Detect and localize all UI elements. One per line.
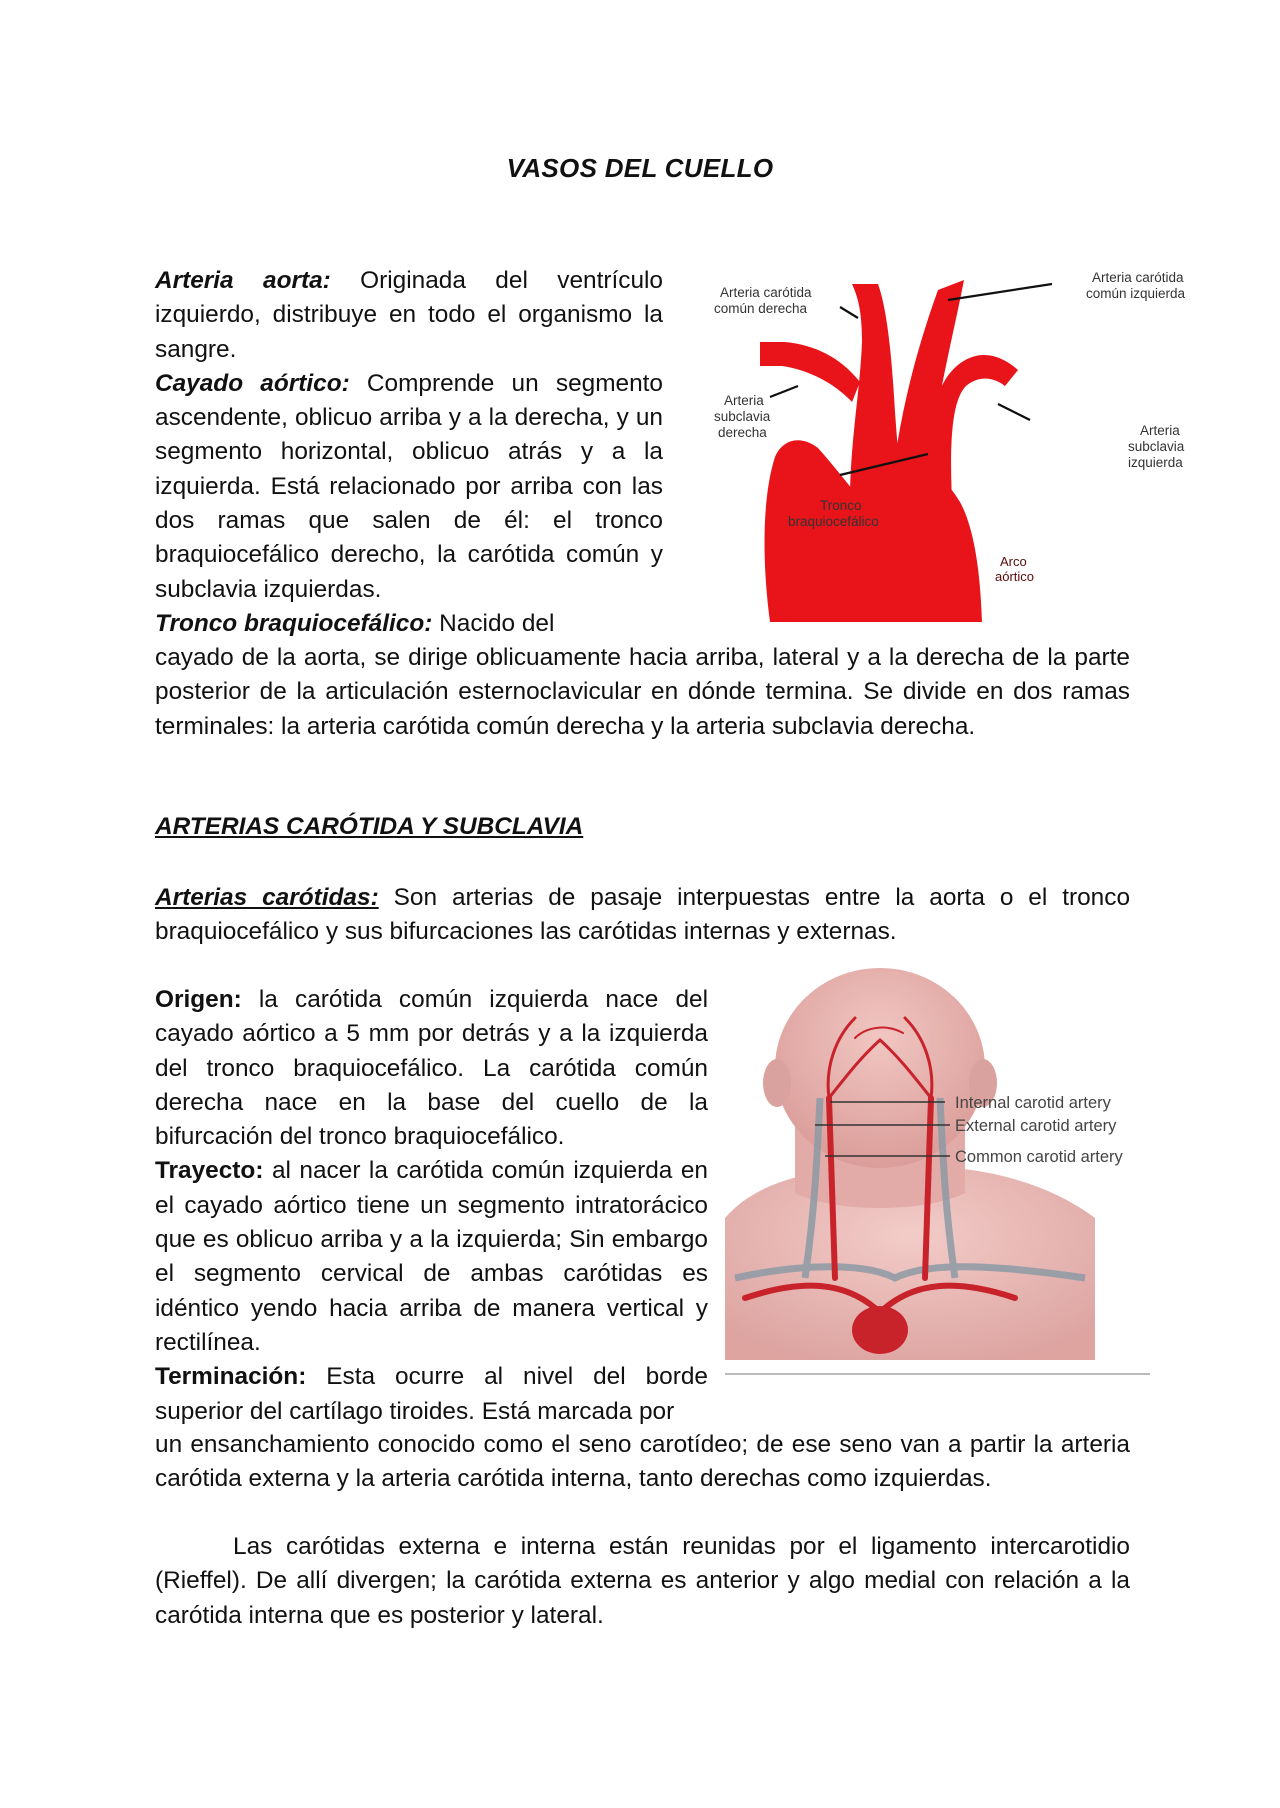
label-trunk-2: braquiocefálico	[788, 514, 879, 529]
right-subclavian-shape	[760, 342, 860, 402]
cayado-term: Cayado aórtico:	[155, 369, 350, 397]
label-external-carotid: External carotid artery	[955, 1117, 1117, 1135]
label-right-subclavian-2: subclavia	[714, 409, 771, 424]
origin-text: la carótida común izquierda nace del cayado aórtico a 5 mm por detrás y a la izquierda del tronco braquiocefálico. La carótida común derecha nace en la base del cuello de la bifurcación del tronco braquiocefálico.	[155, 986, 708, 1151]
label-left-common-carotid-1: Arteria carótida	[1092, 270, 1184, 285]
trayecto-term: Trayecto:	[155, 1157, 264, 1185]
trayecto-text: al nacer la carótida común izquierda en el cayado aórtico tiene un segmento intratorácico que es oblicuo arriba y a la izquierda; Sin embargo el segmento cervical de ambas carótidas es idéntico yendo hacia arriba de manera vertical y rectilínea.	[155, 1157, 708, 1356]
origin-term: Origen:	[155, 986, 242, 1013]
label-left-subclavian-1: Arteria	[1140, 423, 1180, 438]
label-left-common-carotid-2: común izquierda	[1086, 286, 1186, 301]
carotids-term: Arterias carótidas:	[155, 884, 379, 911]
label-left-subclavian-2: subclavia	[1128, 439, 1185, 454]
section-heading: ARTERIAS CARÓTIDA Y SUBCLAVIA	[155, 813, 584, 840]
label-trunk-1: Tronco	[820, 498, 862, 513]
tronco-term: Tronco braquiocefálico:	[155, 609, 433, 637]
aortic-arch-diagram	[700, 262, 1186, 624]
terminacion-paragraph: un ensanchamiento conocido como el seno carotídeo; de ese seno van a partir la arteria carótida externa y la arteria carótida interna, tanto derechas como izquierdas.	[155, 1431, 1130, 1493]
label-right-common-carotid-2: común derecha	[714, 301, 808, 316]
head-shape	[775, 968, 985, 1168]
carotids-paragraph	[155, 881, 1130, 950]
label-right-subclavian-3: derecha	[718, 425, 767, 440]
label-arch-1: Arco	[1000, 554, 1027, 569]
intro-paragraph	[155, 264, 663, 641]
heart-shape	[852, 1306, 908, 1354]
page-title: VASOS DEL CUELLO	[506, 153, 774, 183]
left-ear-shape	[763, 1059, 791, 1107]
neck-carotid-illustration	[725, 978, 1155, 1378]
label-internal-carotid: Internal carotid artery	[955, 1094, 1111, 1112]
terminacion-text-a: Esta ocurre al nivel del borde superior del cartílago tiroides. Está marcada por	[155, 1363, 708, 1425]
cayado-text: Comprende un segmento ascendente, oblicuo arriba y a la derecha, y un segmento horizontal, oblicuo atrás y a la izquierda. Está relacionado por arriba con las dos ramas que salen de él: el tronco braquiocefálico derecho, la carótida común y subclavia izquierdas.	[155, 369, 663, 603]
tronco-paragraph: cayado de la aorta, se dirige oblicuamente hacia arriba, lateral y a la derecha de la parte posterior de la articulación esternoclavicular en dónde termina. Se divide en dos ramas terminales: la arteria carótida común derecha y la arteria subclavia derecha.	[155, 644, 1130, 740]
label-right-subclavian-1: Arteria	[724, 393, 764, 408]
aorta-text: Originada del ventrículo izquierdo, distribuye en todo el organismo la sangre.	[155, 267, 663, 363]
label-common-carotid: Common carotid artery	[955, 1148, 1123, 1166]
label-arch-2: aórtico	[995, 569, 1035, 584]
label-left-subclavian-3: izquierda	[1128, 455, 1183, 470]
aorta-term: Arteria aorta:	[155, 267, 331, 294]
label-right-common-carotid-1: Arteria carótida	[720, 285, 812, 300]
tronco-text-a: Nacido del	[432, 609, 555, 637]
closing-paragraph: Las carótidas externa e interna están reunidas por el ligamento intercarotidio (Rieffel). De allí divergen; la carótida externa es anterior y algo medial con relación a la carótida interna que es posterior y lateral.	[155, 1533, 1130, 1629]
terminacion-term: Terminación:	[155, 1363, 307, 1391]
details-paragraph	[155, 983, 708, 1429]
carotids-text: Son arterias de pasaje interpuestas entre la aorta o el tronco braquiocefálico y sus bifurcaciones las carótidas internas y externas.	[155, 884, 1131, 946]
